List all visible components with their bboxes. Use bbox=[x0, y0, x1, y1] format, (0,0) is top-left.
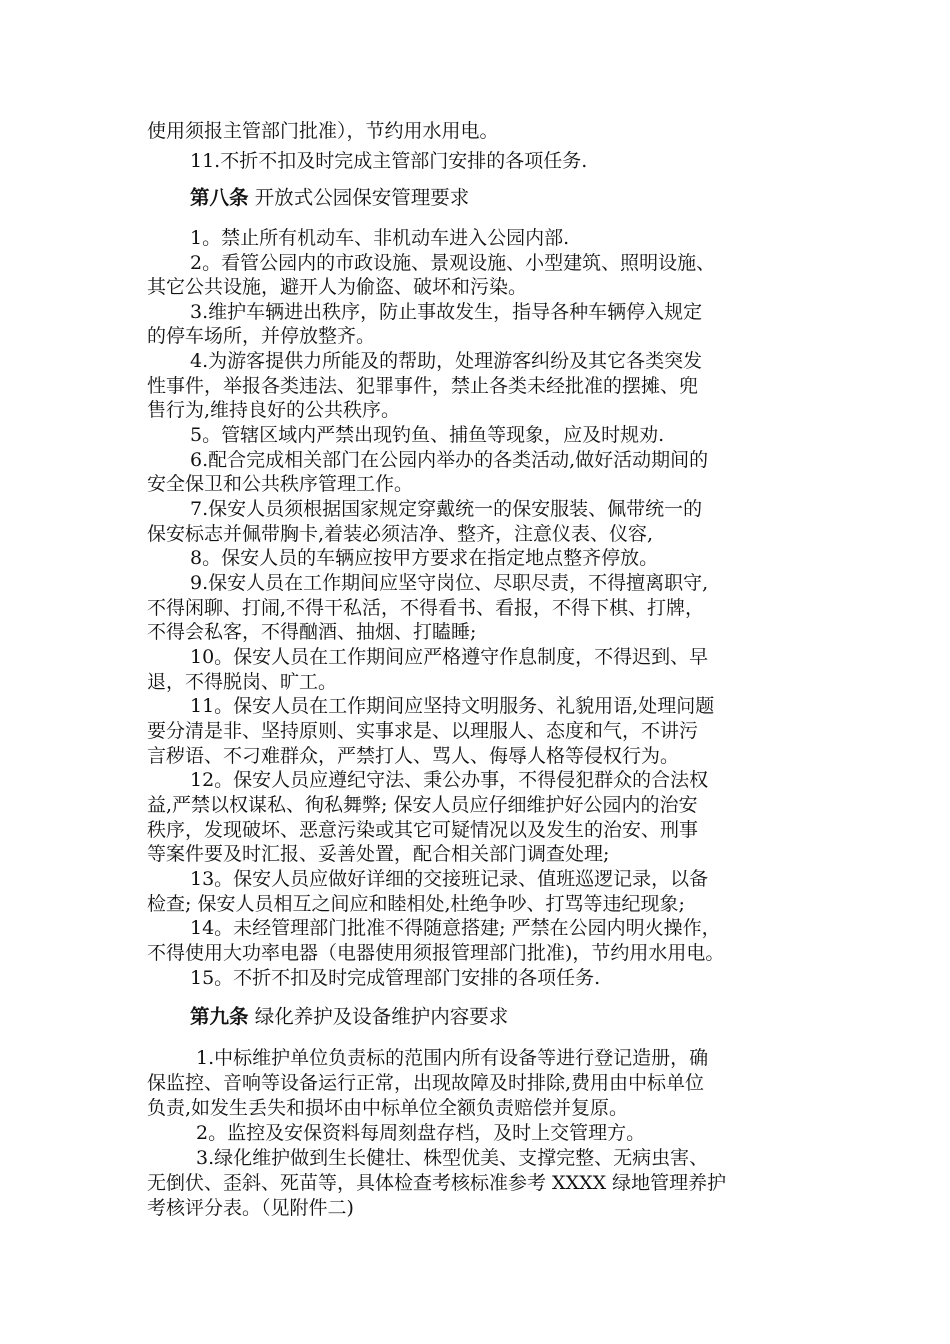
paragraph-line: 9.保安人员在工作期间应坚守岗位、尽职尽责，不得擅离职守, bbox=[190, 572, 709, 594]
paragraph-line: 14。未经管理部门批准不得随意搭建; 严禁在公园内明火操作， bbox=[190, 917, 721, 939]
paragraph-line: 1.中标维护单位负责标的范围内所有设备等进行登记造册，确 bbox=[196, 1047, 709, 1069]
paragraph-line: 11.不折不扣及时完成主管部门安排的各项任务. bbox=[190, 150, 588, 172]
paragraph-line: 退，不得脱岗、旷工。 bbox=[147, 671, 338, 693]
section-number: 第九条 bbox=[190, 1005, 249, 1028]
paragraph-line: 安全保卫和公共秩序管理工作。 bbox=[147, 473, 414, 495]
paragraph-line: 益,严禁以权谋私、徇私舞弊; 保安人员应仔细维护好公园内的治安 bbox=[147, 794, 698, 816]
paragraph-line: 等案件要及时汇报、妥善处置，配合相关部门调查处理; bbox=[147, 843, 610, 865]
paragraph-line: 售行为,维持良好的公共秩序。 bbox=[147, 399, 401, 421]
paragraph-line: 2。监控及安保资料每周刻盘存档，及时上交管理方。 bbox=[196, 1122, 646, 1144]
paragraph-line: 要分清是非、坚持原则、实事求是、以理服人、态度和气，不讲污 bbox=[147, 720, 699, 742]
paragraph-line: 5。管辖区域内严禁出现钓鱼、捕鱼等现象，应及时规劝. bbox=[190, 424, 665, 446]
paragraph-line: 3.绿化维护做到生长健壮、株型优美、支撑完整、无病虫害、 bbox=[196, 1147, 709, 1169]
paragraph-line: 3.维护车辆进出秩序，防止事故发生，指导各种车辆停入规定 bbox=[190, 301, 703, 323]
paragraph-line: 秩序，发现破坏、恶意污染或其它可疑情况以及发生的治安、刑事 bbox=[147, 819, 699, 841]
paragraph-line: 11。保安人员在工作期间应坚持文明服务、礼貌用语,处理问题 bbox=[190, 695, 715, 717]
paragraph-line: 不得会私客，不得酗酒、抽烟、打瞌睡; bbox=[147, 621, 477, 643]
paragraph-line: 的停车场所，并停放整齐。 bbox=[147, 325, 376, 347]
paragraph-line: 8。保安人员的车辆应按甲方要求在指定地点整齐停放。 bbox=[190, 547, 659, 569]
paragraph-line: 检查; 保安人员相互之间应和睦相处,杜绝争吵、打骂等违纪现象; bbox=[147, 893, 685, 915]
paragraph-line: 其它公共设施，避开人为偷盗、破坏和污染。 bbox=[147, 276, 528, 298]
paragraph-line: 10。保安人员在工作期间应严格遵守作息制度，不得迟到、早 bbox=[190, 646, 709, 668]
paragraph-line: 保安标志并佩带胸卡,着装必须洁净、整齐，注意仪表、仪容, bbox=[147, 523, 654, 545]
paragraph-line: 4.为游客提供力所能及的帮助，处理游客纠纷及其它各类突发 bbox=[190, 350, 703, 372]
paragraph-line: 15。不折不扣及时完成管理部门安排的各项任务. bbox=[190, 967, 601, 989]
section-heading-9 bbox=[190, 1004, 830, 1030]
paragraph-line: 性事件，举报各类违法、犯罪事件，禁止各类未经批准的摆摊、兜 bbox=[147, 375, 699, 397]
paragraph-line: 考核评分表。（见附件二) bbox=[147, 1197, 354, 1219]
paragraph-line: 负责,如发生丢失和损坏由中标单位全额负责赔偿并复原。 bbox=[147, 1097, 629, 1119]
section-title: 绿化养护及设备维护内容要求 bbox=[254, 1005, 509, 1028]
section-heading-8 bbox=[190, 185, 830, 211]
paragraph-line: 13。保安人员应做好详细的交接班记录、值班巡逻记录，以备 bbox=[190, 868, 709, 890]
paragraph-line: 无倒伏、歪斜、死苗等，具体检查考核标准参考 XXXX 绿地管理养护 bbox=[147, 1172, 727, 1194]
section-number: 第八条 bbox=[190, 186, 249, 209]
paragraph-line: 6.配合完成相关部门在公园内举办的各类活动,做好活动期间的 bbox=[190, 449, 709, 471]
paragraph-line: 使用须报主管部门批准），节约用水用电。 bbox=[147, 120, 499, 142]
paragraph-line: 2。看管公园内的市政设施、景观设施、小型建筑、照明设施、 bbox=[190, 252, 716, 274]
paragraph-line: 1。禁止所有机动车、非机动车进入公园内部. bbox=[190, 227, 570, 249]
paragraph-line: 保监控、音响等设备运行正常，出现故障及时排除,费用由中标单位 bbox=[147, 1072, 705, 1094]
section-title: 开放式公园保安管理要求 bbox=[254, 186, 470, 209]
paragraph-line: 不得使用大功率电器（电器使用须报管理部门批准)，节约用水用电。 bbox=[147, 942, 725, 964]
paragraph-line: 12。保安人员应遵纪守法、秉公办事，不得侵犯群众的合法权 bbox=[190, 769, 709, 791]
paragraph-line: 言秽语、不刁难群众，严禁打人、骂人、侮辱人格等侵权行为。 bbox=[147, 745, 680, 767]
paragraph-line: 不得闲聊、打闹,不得干私活，不得看书、看报，不得下棋、打牌， bbox=[147, 597, 705, 619]
paragraph-line: 7.保安人员须根据国家规定穿戴统一的保安服装、佩带统一的 bbox=[190, 498, 703, 520]
